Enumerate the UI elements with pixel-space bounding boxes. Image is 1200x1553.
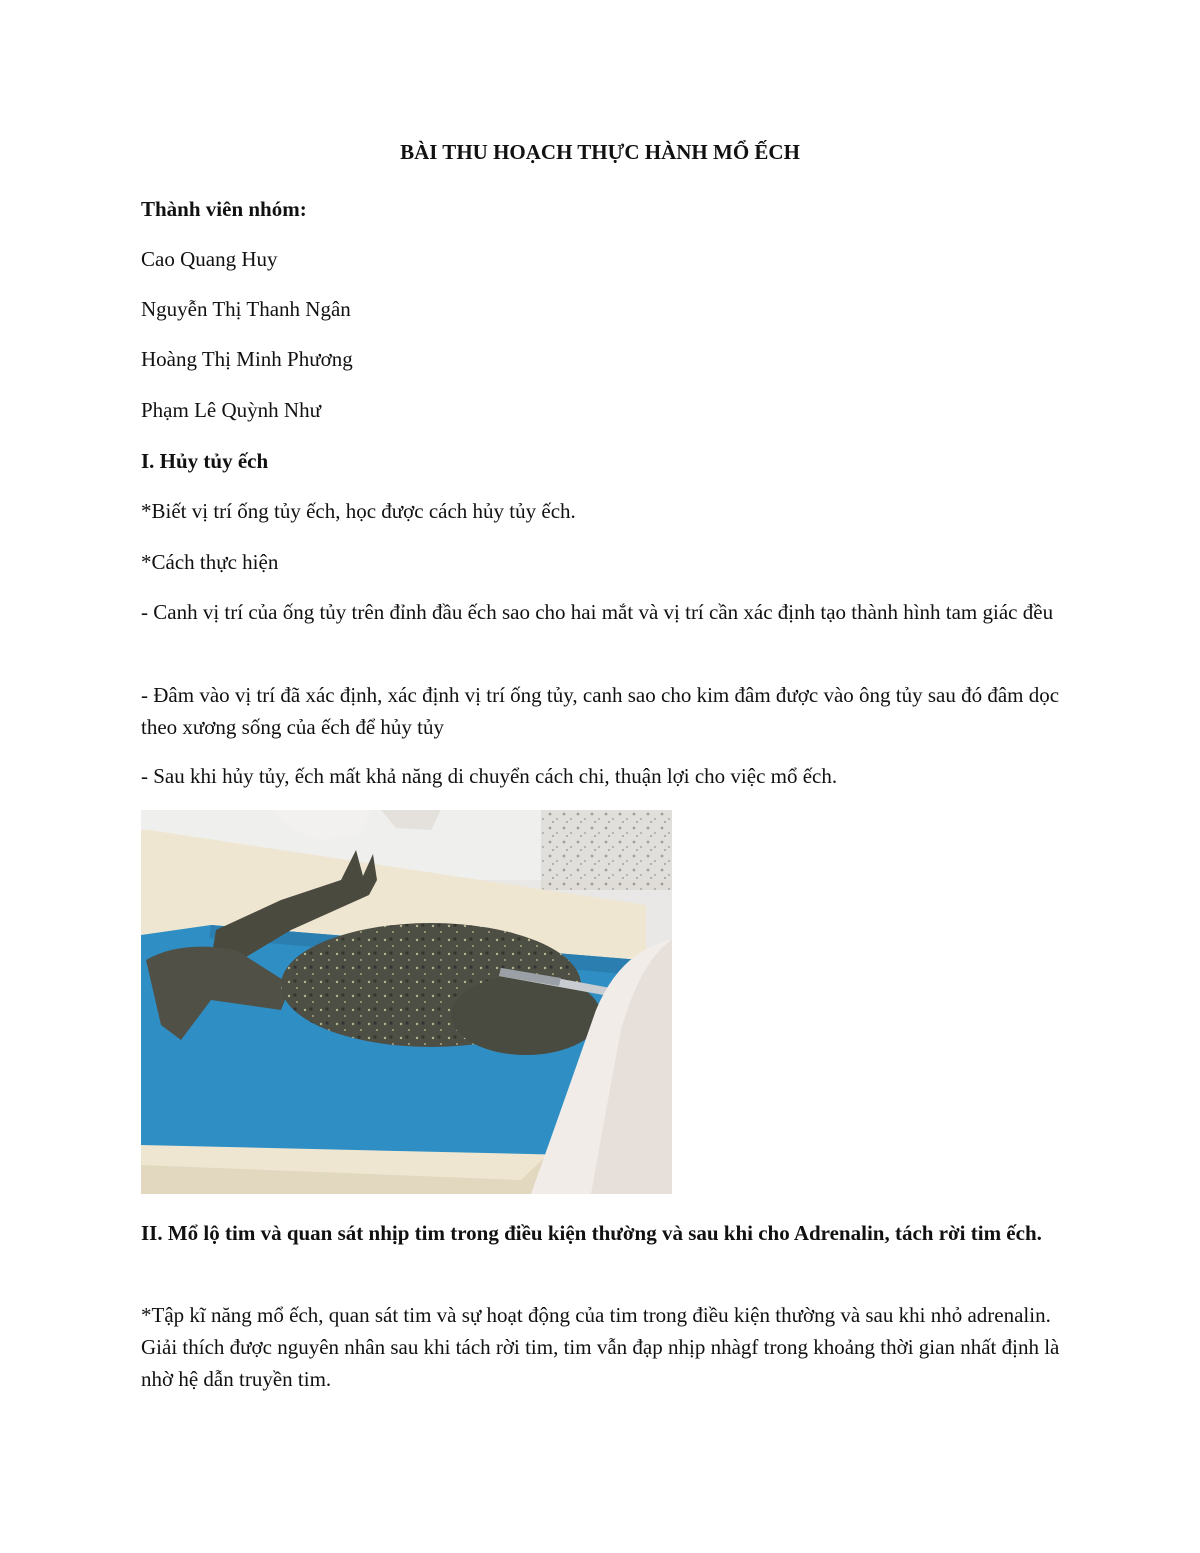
member-name: Hoàng Thị Minh Phương — [141, 347, 353, 371]
member-name: Cao Quang Huy — [141, 247, 278, 271]
step-paragraph: - Đâm vào vị trí đã xác định, xác định vị trí ống tủy, canh sao cho kim đâm được vào ông tủy sau đó đâm dọc theo xương sống của ếch để hủy tủy — [141, 683, 1060, 739]
section2-objective: *Tập kĩ năng mổ ếch, quan sát tim và sự hoạt động của tim trong điều kiện thường và sau khi nhỏ adrenalin. Giải thích được nguyên nhân sau khi tách rời tim, tim vẫn đạp nhịp nhàgf trong khoảng thời gian nhất định là nhờ hệ dẫn truyền tim. — [141, 1303, 1060, 1391]
frog-dissection-photo — [141, 810, 672, 1194]
section1-objective: *Biết vị trí ống tủy ếch, học được cách hủy tủy ếch. — [141, 499, 576, 523]
step-paragraph: - Sau khi hủy tủy, ếch mất khả năng di chuyển cách chi, thuận lợi cho việc mổ ếch. — [141, 764, 838, 788]
member-name: Nguyễn Thị Thanh Ngân — [141, 297, 351, 321]
members-heading: Thành viên nhóm: — [141, 197, 307, 221]
document-title: BÀI THU HOẠCH THỰC HÀNH MỔ ẾCH — [400, 140, 800, 164]
section2-heading: II. Mổ lộ tim và quan sát nhịp tim trong điều kiện thường và sau khi cho Adrenalin, tách rời tim ếch. — [141, 1221, 1042, 1245]
section1-heading: I. Hủy tủy ếch — [141, 449, 269, 473]
step-paragraph: - Canh vị trí của ống tủy trên đỉnh đầu ếch sao cho hai mắt và vị trí cần xác định tạo thành hình tam giác đều — [141, 600, 1054, 624]
member-name: Phạm Lê Quỳnh Như — [141, 398, 321, 422]
method-heading: *Cách thực hiện — [141, 550, 279, 574]
